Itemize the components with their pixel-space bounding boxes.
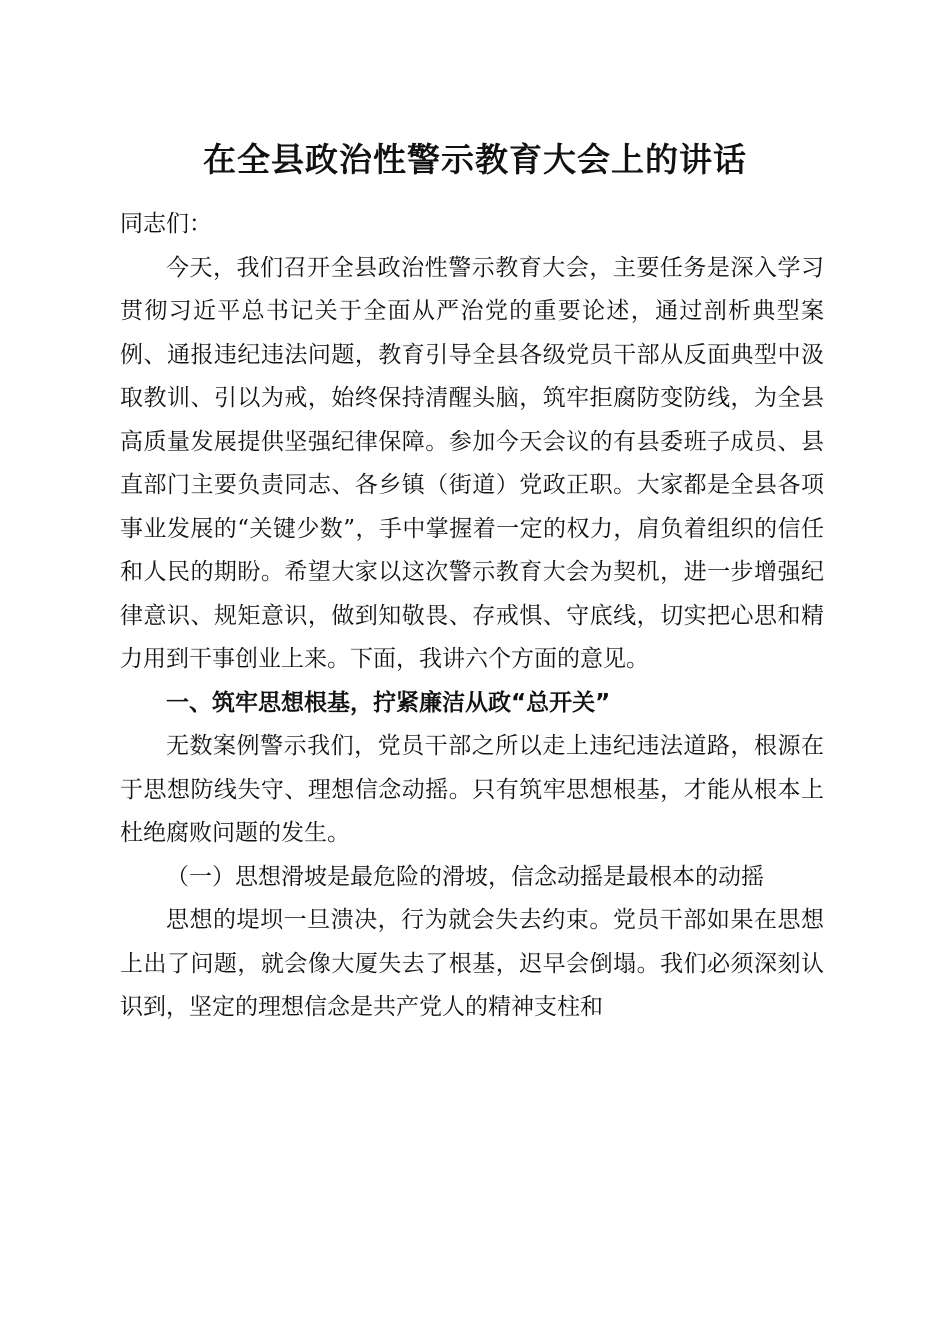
intro-paragraph: 今天，我们召开全县政治性警示教育大会，主要任务是深入学习贯彻习近平总书记关于全面从严治党的重要论述，通过剖析典型案例、通报违纪违法问题，教育引导全县各级党员干部从反面典型中汲取教训、引以为戒，始终保持清醒头脑，筑牢拒腐防变防线，为全县高质量发展提供坚强纪律保障。参加今天会议的有县委班子成员、县直部门主要负责同志、各乡镇（街道）党政正职。大家都是全县各项事业发展的“关键少数”，手中掌握着一定的权力，肩负着组织的信任和人民的期盼。希望大家以这次警示教育大会为契机，进一步增强纪律意识、规矩意识，做到知敬畏、存戒惧、守底线，切实把心思和精力用到干事创业上来。下面，我讲六个方面的意见。 bbox=[120, 254, 824, 672]
document-title: 在全县政治性警示教育大会上的讲话 bbox=[203, 140, 747, 179]
document-body bbox=[120, 203, 824, 1030]
section-heading-1: 一、筑牢思想根基，拧紧廉洁从政“总开关” bbox=[166, 689, 611, 716]
salutation: 同志们： bbox=[120, 211, 212, 237]
subsection-heading-1-1: （一）思想滑坡是最危险的滑坡，信念动摇是最根本的动摇 bbox=[166, 863, 764, 890]
subsection-1-1-paragraph: 思想的堤坝一旦溃决，行为就会失去约束。党员干部如果在思想上出了问题，就会像大厦失去了根基，迟早会倒塌。我们必须深刻认识到，坚定的理想信念是共产党人的精神支柱和 bbox=[120, 907, 824, 1020]
section-1-paragraph: 无数案例警示我们，党员干部之所以走上违纪违法道路，根源在于思想防线失守、理想信念动摇。只有筑牢思想根基，才能从根本上杜绝腐败问题的发生。 bbox=[120, 733, 824, 846]
